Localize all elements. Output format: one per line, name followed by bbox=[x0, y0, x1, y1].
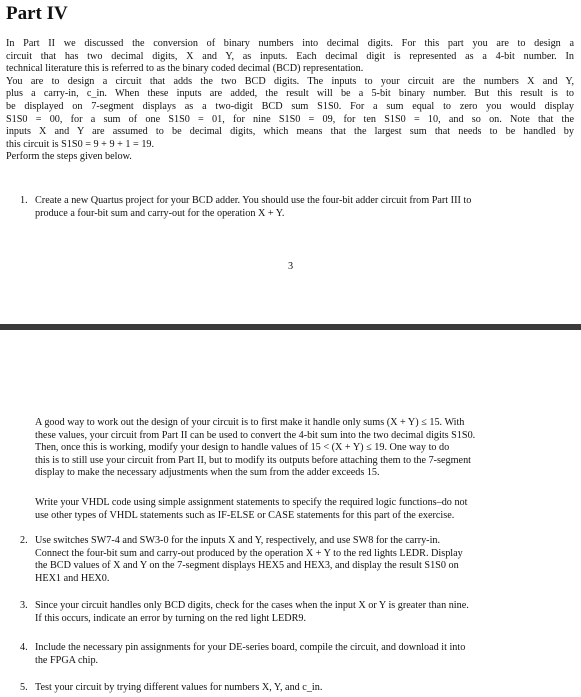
step-line: Create a new Quartus project for your BCD adder. You should use the four-bit adder circuit from Part III to bbox=[35, 195, 472, 206]
cont-line: Then, once this is working, modify your design to handle values of 15 < (X + Y) ≤ 19. One way to do bbox=[35, 442, 450, 454]
vhdl-line: Write your VHDL code using simple assignment statements to specify the required logic functions–do not bbox=[35, 497, 468, 508]
step-line: If this occurs, indicate an error by turning on the red light LEDR9. bbox=[35, 612, 307, 624]
page-top bbox=[0, 0, 581, 324]
step-number: 3. bbox=[20, 600, 28, 611]
intro-line: S1S0 = 00, for a sum of one S1S0 = 01, for nine S1S0 = 09, for ten S1S0 = 10, and so on. Note that the bbox=[6, 113, 574, 125]
intro-line: this circuit is S1S0 = 9 + 9 + 1 = 19. bbox=[6, 138, 155, 150]
cont-line: A good way to work out the design of your circuit is to first make it handle only sums (X + Y) ≤ 15. With bbox=[35, 417, 465, 428]
step-line: Connect the four-bit sum and carry-out produced by the operation X + Y to the red lights LEDR. Display bbox=[35, 547, 463, 559]
continuation-paragraph bbox=[35, 417, 565, 480]
step-number: 1. bbox=[20, 195, 28, 206]
intro-line: circuit that has two decimal digits, X and Y, as inputs. Each decimal digit is represented as a 4-bit number. In bbox=[6, 50, 574, 62]
intro-line: inputs X and Y are assumed to be decimal digits, which means that the largest sum that needs to be handled by bbox=[6, 126, 574, 138]
vhdl-paragraph bbox=[35, 497, 565, 522]
intro-line: technical literature this is referred to as the binary coded decimal (BCD) representation. bbox=[6, 63, 364, 75]
page-bottom bbox=[0, 330, 581, 697]
step-line: Use switches SW7-4 and SW3-0 for the inputs X and Y, respectively, and use SW8 for the carry-in. bbox=[35, 535, 441, 546]
step-line: the FPGA chip. bbox=[35, 654, 99, 666]
step-body bbox=[35, 600, 568, 625]
cont-line: display to make the necessary adjustments when the sum from the adder exceeds 15. bbox=[35, 467, 380, 479]
intro-line: be displayed on 7-segment displays as a two-digit BCD sum S1S0. For a sum equal to zero you would display bbox=[6, 100, 574, 112]
step-number: 2. bbox=[20, 535, 28, 546]
step-number: 4. bbox=[20, 642, 28, 653]
intro-line: plus a carry-in, c_in. When these inputs are added, the result will be a 5-bit binary number. But this result is to bbox=[6, 88, 574, 100]
cont-line: these values, your circuit from Part II can be used to convert the 4-bit sum into the two decimal digits S1S0. bbox=[35, 429, 476, 441]
vhdl-line: use other types of VHDL statements such as IF-ELSE or CASE statements for this part of the exercise. bbox=[35, 509, 455, 521]
step-line: Since your circuit handles only BCD digits, check for the cases when the input X or Y is greater than nine. bbox=[35, 600, 469, 611]
intro-line: You are to design a circuit that adds the two BCD digits. The inputs to your circuit are the numbers X and Y, bbox=[6, 75, 574, 87]
step-line: Include the necessary pin assignments for your DE-series board, compile the circuit, and download it into bbox=[35, 642, 466, 653]
intro-line: In Part II we discussed the conversion of binary numbers into decimal digits. For this part you are to design a bbox=[6, 38, 574, 49]
step-line: the BCD values of X and Y on the 7-segment displays HEX5 and HEX3, and display the result S1S0 on bbox=[35, 560, 459, 572]
page-title: Part IV bbox=[6, 3, 68, 24]
step-body bbox=[35, 642, 568, 667]
cont-line: this is to still use your circuit from Part II, but to modify its outputs before attaching them to the 7-segment bbox=[35, 454, 472, 466]
step-body bbox=[35, 535, 568, 585]
step-line: HEX1 and HEX0. bbox=[35, 572, 110, 584]
intro-line: Perform the steps given below. bbox=[6, 151, 132, 163]
step-number: 5. bbox=[20, 682, 28, 693]
step-line: produce a four-bit sum and carry-out for the operation X + Y. bbox=[35, 207, 285, 219]
intro-paragraph bbox=[6, 38, 574, 164]
step-body bbox=[35, 195, 568, 220]
page-number: 3 bbox=[287, 261, 294, 272]
step-line: Test your circuit by trying different values for numbers X, Y, and c_in. bbox=[35, 682, 323, 693]
step-body bbox=[35, 682, 568, 695]
